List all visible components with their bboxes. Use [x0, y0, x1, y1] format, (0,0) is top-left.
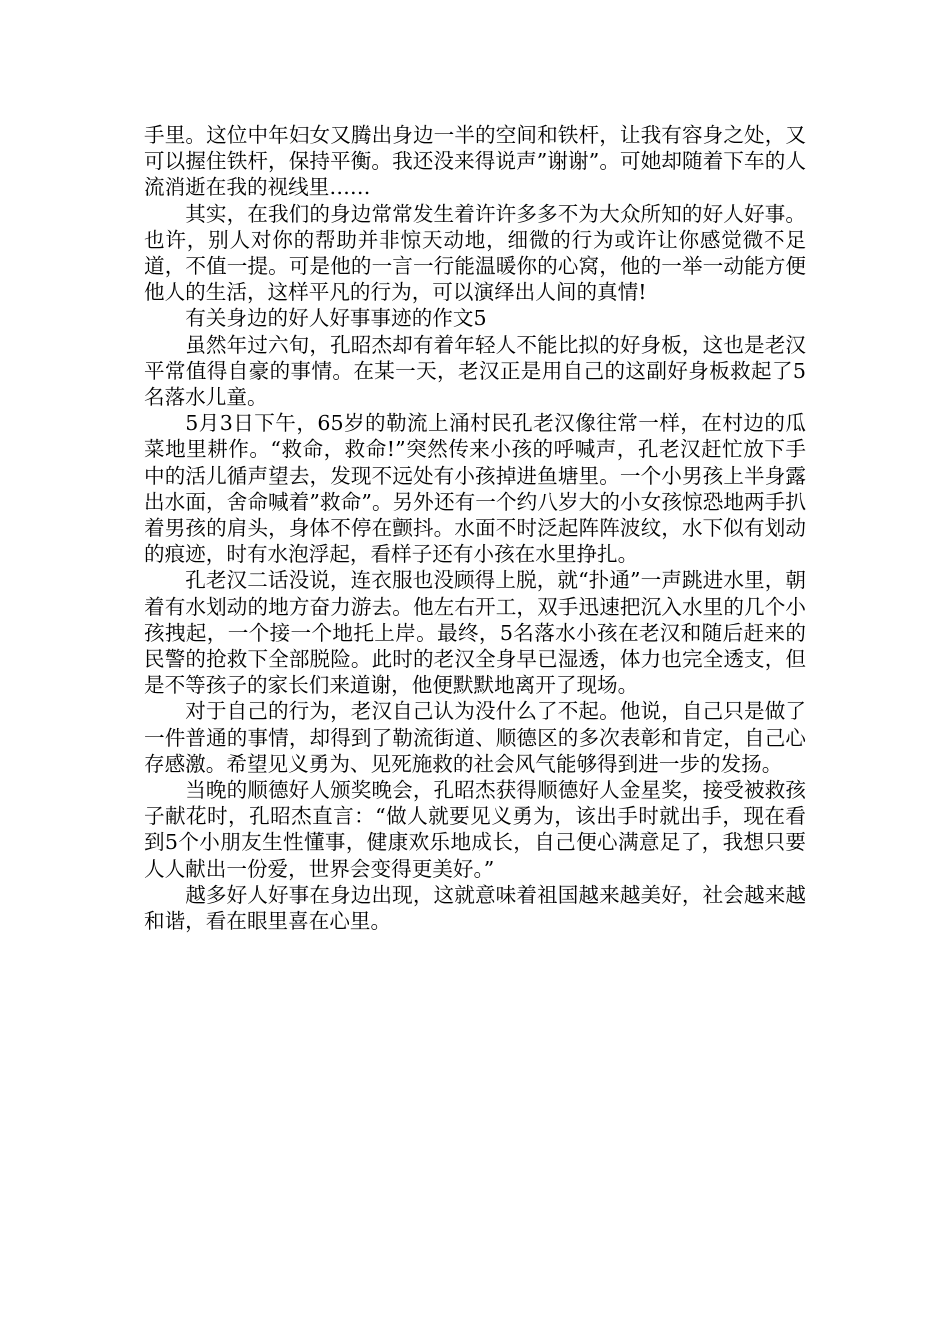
section-heading: 有关身边的好人好事事迹的作文5: [185, 306, 487, 331]
paragraph: 5月3日下午，65岁的勒流上涌村民孔老汉像往常一样，在村边的瓜菜地里耕作。“救命，救命!”突然传来小孩的呼喊声，孔老汉赶忙放下手中的活儿循声望去，发现不远处有小孩掉进鱼塘里。一个小男孩上半身露出水面，舍命喊着”救命”。另外还有一个约八岁大的小女孩惊恐地两手扒着男孩的肩头，身体不停在颤抖。水面不时泛起阵阵波纹，水下似有划动的痕迹，时有水泡浮起，看样子还有小孩在水里挣扎。: [144, 411, 806, 567]
paragraph: 孔老汉二话没说，连衣服也没顾得上脱，就“扑通”一声跳进水里，朝着有水划动的地方奋力游去。他左右开工，双手迅速把沉入水里的几个小孩拽起，一个接一个地托上岸。最终，5名落水小孩在老汉和随后赶来的民警的抢救下全部脱险。此时的老汉全身早已湿透，体力也完全透支，但是不等孩子的家长们来道谢，他便默默地离开了现场。: [144, 568, 806, 698]
document-body: [144, 122, 806, 934]
paragraph: 虽然年过六旬，孔昭杰却有着年轻人不能比拟的好身板，这也是老汉平常值得自豪的事情。在某一天，老汉正是用自己的这副好身板救起了5名落水儿童。: [144, 332, 806, 410]
paragraph: 越多好人好事在身边出现，这就意味着祖国越来越美好，社会越来越和谐，看在眼里喜在心里。: [144, 882, 806, 934]
paragraph: 对于自己的行为，老汉自己认为没什么了不起。他说，自己只是做了一件普通的事情，却得到了勒流街道、顺德区的多次表彰和肯定，自己心存感激。希望见义勇为、见死施救的社会风气能够得到进一步的发扬。: [144, 699, 806, 776]
paragraph: 其实，在我们的身边常常发生着许许多多不为大众所知的好人好事。也许，别人对你的帮助并非惊天动地，细微的行为或许让你感觉微不足道，不值一提。可是他的一言一行能温暖你的心窝，他的一举一动能方便他人的生活，这样平凡的行为，可以演绎出人间的真情!: [144, 201, 806, 305]
paragraph-continued: 手里。这位中年妇女又腾出身边一半的空间和铁杆，让我有容身之处，又可以握住铁杆，保持平衡。我还没来得说声”谢谢”。可她却随着下车的人流消逝在我的视线里……: [144, 123, 806, 200]
paragraph: 当晚的顺德好人颁奖晚会，孔昭杰获得顺德好人金星奖，接受被救孩子献花时，孔昭杰直言：“做人就要见义勇为，该出手时就出手，现在看到5个小朋友生性懂事，健康欢乐地成长，自己便心满意足了，我想只要人人献出一份爱，世界会变得更美好。”: [144, 778, 806, 881]
